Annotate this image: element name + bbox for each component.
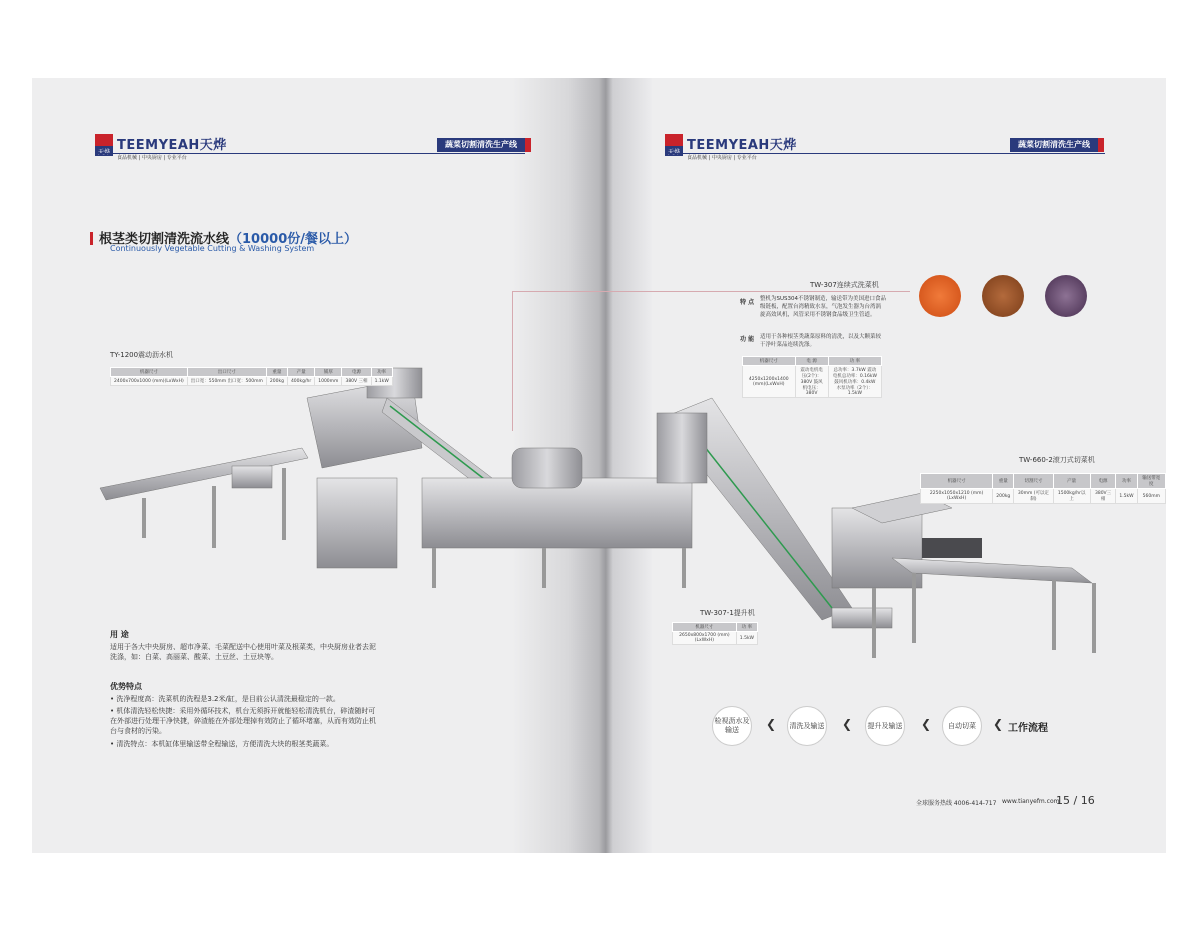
table-cell: 2650x800x1700 (mm)(LxWxH) bbox=[673, 632, 737, 645]
tw307-spec-table bbox=[742, 356, 882, 398]
flow-arrow-icon: ❮ bbox=[993, 717, 1004, 731]
table-cell: 200kg bbox=[266, 377, 287, 386]
function-text: 适用于各种根茎类蔬菜原料的清洗，以及大颗菜较干净叶菜品连续洗涤。 bbox=[760, 334, 882, 348]
table-header: 铺厚 bbox=[315, 368, 342, 377]
tw660-label: TW-660-2滚刀式切菜机 bbox=[1019, 456, 1095, 464]
table-cell: 总功率：3.7kW 震动电机总功率：0.16kW 鼓风机功率：0.4kW 水泵功率（2个）：1.5kW bbox=[828, 366, 881, 398]
right-header-rule bbox=[665, 153, 1105, 154]
purple-slices-thumbnail bbox=[1045, 275, 1087, 317]
table-header: 切割尺寸 bbox=[1014, 474, 1053, 489]
table-header: 产量 bbox=[1053, 474, 1090, 489]
table-header: 机器尺寸 bbox=[921, 474, 993, 489]
table-cell: 380V三相 bbox=[1090, 489, 1116, 504]
brand-name: TEEMYEAH天烨 bbox=[117, 138, 227, 153]
leader-tw307-h bbox=[512, 291, 910, 292]
carrot-dice-thumbnail bbox=[919, 275, 961, 317]
advantage-text: 清洗特点：本机缸体里输送带全程输送，方便清洗大块的根茎类蔬菜。 bbox=[116, 740, 334, 748]
page-subtitle: Continuously Vegetable Cutting & Washing System bbox=[110, 244, 315, 253]
advantage-text: 机体清洗轻松快捷：采用外循环技术，机台无须拆开就能轻松清洗机台，碎渣随时可在外部进行处理干净快捷，碎渣能在外部处理掉有效防止了循环堵塞，从而有效防止机台与食材的污染。 bbox=[110, 707, 376, 735]
brand-tagline: 食品机械 | 中央厨房 | 专业平台 bbox=[687, 155, 757, 161]
flow-arrow-icon: ❮ bbox=[842, 717, 853, 731]
advantages-heading: 优势特点 bbox=[110, 682, 142, 691]
table-cell: 2250x1050x1210 (mm)(LxWxH) bbox=[921, 489, 993, 504]
table-header: 功率 bbox=[1116, 474, 1137, 489]
table-cell: 1500kg/hr以上 bbox=[1053, 489, 1090, 504]
flow-arrow-icon: ❮ bbox=[921, 717, 932, 731]
fries-thumbnail bbox=[982, 275, 1024, 317]
left-header-tab: 蔬菜切割清洗生产线 bbox=[437, 138, 525, 152]
title-main: 根茎类切割清洗流水线 bbox=[99, 232, 230, 247]
service-hotline: 全球服务热线 4006-414-717 bbox=[916, 800, 997, 807]
table-cell: 1.5kW bbox=[736, 632, 757, 645]
left-logo bbox=[95, 134, 227, 161]
table-header: 机器尺寸 bbox=[743, 357, 796, 366]
left-header-rule bbox=[95, 153, 525, 154]
table-cell: 200kg bbox=[993, 489, 1014, 504]
table-header: 电源 bbox=[1090, 474, 1116, 489]
table-header: 输送带宽度 bbox=[1137, 474, 1165, 489]
features-text: 整机为SUS304不锈钢制造，输送带为美国进口食品级链板，配置台湾精致水泵，气泡发生器为台湾涡旋高效风机，风管采用不锈钢食品级卫生管道。 bbox=[760, 296, 887, 318]
brochure-spread bbox=[32, 78, 1166, 853]
table-header: 出口尺寸 bbox=[187, 368, 266, 377]
table-header: 电源 bbox=[342, 368, 371, 377]
title-capacity: （10000份/餐以上） bbox=[229, 232, 357, 247]
advantage-item: • 清洗特点：本机缸体里输送带全程输送，方便清洗大块的根茎类蔬菜。 bbox=[110, 740, 334, 748]
right-header-tab: 蔬菜切割清洗生产线 bbox=[1010, 138, 1098, 152]
tw307-label: TW-307连续式洗菜机 bbox=[810, 281, 879, 289]
advantage-item: • 机体清洗轻松快捷：采用外循环技术，机台无须拆开就能轻松清洗机台，碎渣随时可在外部进行处理干净快捷，碎渣能在外部处理掉有效防止了循环堵塞，从而有效防止机台与食材的污染。 bbox=[110, 707, 376, 735]
flow-arrow-icon: ❮ bbox=[766, 717, 777, 731]
right-logo bbox=[665, 134, 797, 161]
table-cell: 2400x700x1000 (mm)(LxWxH) bbox=[111, 377, 188, 386]
tw3071-spec-table bbox=[672, 622, 758, 645]
tw660-spec-table bbox=[920, 473, 1166, 504]
advantage-text: 洗净程度高：洗菜机的洗程是3.2米/缸，是目前公认清洗最稳定的一款。 bbox=[116, 695, 340, 703]
table-header: 产量 bbox=[287, 368, 314, 377]
table-header: 重量 bbox=[993, 474, 1014, 489]
table-cell: 560mm bbox=[1137, 489, 1165, 504]
brand-tagline: 食品机械 | 中央厨房 | 专业平台 bbox=[117, 155, 187, 161]
function-key: 功 能 bbox=[740, 336, 755, 343]
table-cell: 380V 三相 bbox=[342, 377, 371, 386]
table-header: 电 源 bbox=[795, 357, 828, 366]
title-mark bbox=[90, 232, 93, 245]
table-header: 功率 bbox=[371, 368, 392, 377]
table-header: 机器尺寸 bbox=[111, 368, 188, 377]
ty1200-spec-table bbox=[110, 367, 393, 386]
production-line-illustration bbox=[92, 358, 1102, 678]
table-header: 机器尺寸 bbox=[673, 623, 737, 632]
table-cell: 1.5kW bbox=[1116, 489, 1137, 504]
table-header: 功 率 bbox=[736, 623, 757, 632]
use-text: 适用于各大中央厨房、超市净菜、毛菜配送中心使用叶菜及根菜类，中央厨房业者去泥洗涤，如：白菜、高丽菜、酸菜、土豆丝、土豆块等。 bbox=[110, 643, 376, 661]
leader-tw307 bbox=[512, 291, 513, 431]
tw3071-label: TW-307-1提升机 bbox=[700, 609, 755, 617]
flow-step-wash: 清洗及输送 bbox=[787, 706, 827, 746]
table-cell: 30mm (可以定制) bbox=[1014, 489, 1053, 504]
table-cell: 1.1kW bbox=[371, 377, 392, 386]
features-key: 特 点 bbox=[740, 299, 755, 306]
flow-step-inspect: 检视沥水及输送 bbox=[712, 706, 752, 746]
table-cell: 400kg/hr bbox=[287, 377, 314, 386]
table-cell: 出口宽：550mm 出口宽：500mm bbox=[187, 377, 266, 386]
table-header: 重量 bbox=[266, 368, 287, 377]
table-header: 功 率 bbox=[828, 357, 881, 366]
use-heading: 用 途 bbox=[110, 630, 129, 639]
ty1200-label: TY-1200震动沥水机 bbox=[110, 351, 174, 359]
website: www.tianyefm.com bbox=[1002, 798, 1060, 805]
table-cell: 4250x1200x1400 (mm)(LxWxH) bbox=[743, 366, 796, 398]
flow-step-lift: 提升及输送 bbox=[865, 706, 905, 746]
brand-name: TEEMYEAH天烨 bbox=[687, 138, 797, 153]
page-numbers: 15 / 16 bbox=[1056, 794, 1095, 807]
table-cell: 震动电机电压(2个)：380V 鼓风机电压：380V bbox=[795, 366, 828, 398]
flow-title: 工作流程 bbox=[1008, 723, 1048, 734]
flow-step-cut: 自动切菜 bbox=[942, 706, 982, 746]
table-cell: 1000mm bbox=[315, 377, 342, 386]
advantage-item: • 洗净程度高：洗菜机的洗程是3.2米/缸，是目前公认清洗最稳定的一款。 bbox=[110, 695, 340, 703]
